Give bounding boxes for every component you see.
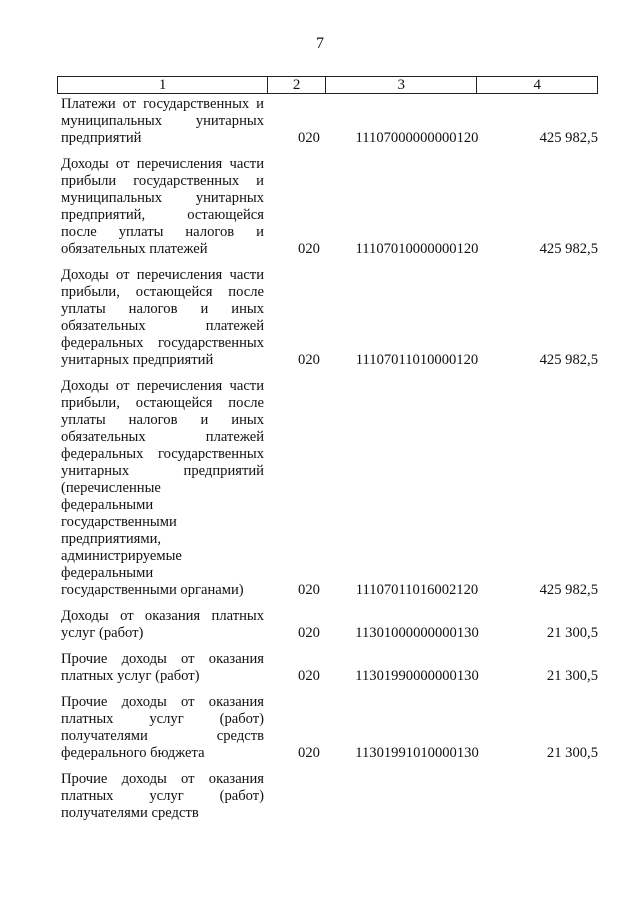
description-line: Доходы от оказания платных [61,608,264,624]
row-code-col3: 11301000000000130 [355,625,479,641]
row-description [61,96,264,147]
row-code-col2: 020 [298,582,320,598]
table-row [61,651,598,685]
table-row [61,96,598,147]
row-code-col3: 11107011016002120 [355,582,479,598]
row-amount: 21 300,5 [546,668,598,684]
description-line: платных услуг (работ) [61,788,264,804]
description-line: федеральными [61,565,154,581]
row-code-col2: 020 [298,352,320,368]
description-line: федеральных государственных [61,335,264,351]
table-row [61,694,598,762]
description-line: администрируемые [61,548,182,564]
description-line: унитарных предприятий [61,463,264,479]
description-line: обязательных платежей [61,241,208,257]
table-header-row [57,76,598,94]
row-amount: 425 982,5 [539,582,598,598]
row-description [61,378,264,599]
description-line: унитарных предприятий [61,352,214,368]
row-description [61,651,264,685]
description-line: предприятий, остающейся [61,207,264,223]
description-line: Доходы от перечисления части [61,267,264,283]
description-line: уплаты налогов и иных [61,301,264,317]
description-line: государственными органами) [61,582,244,598]
row-code-col2: 020 [298,668,320,684]
row-amount: 425 982,5 [539,130,598,146]
row-code-col3: 11107010000000120 [355,241,479,257]
description-line: обязательных платежей [61,318,264,334]
row-amount: 21 300,5 [546,625,598,641]
page-number: 7 [316,35,324,52]
table-row [61,608,598,642]
description-line: федеральными [61,497,154,513]
row-description [61,694,264,762]
row-amount: 425 982,5 [539,241,598,257]
row-code-col3: 11301991010000130 [355,745,479,761]
table-row [61,267,598,369]
description-line: прибыли государственных и [61,173,264,189]
header-cell-col3: 3 [326,77,477,93]
description-line: предприятиями, [61,531,162,547]
row-code-col3: 11107011010000120 [355,352,479,368]
description-line: платных услуг (работ) [61,711,264,727]
description-line: предприятий [61,130,142,146]
description-line: муниципальных унитарных [61,190,264,206]
row-description [61,771,264,822]
description-line: государственными [61,514,177,530]
row-code-col2: 020 [298,130,320,146]
table-row [61,771,598,822]
description-line: федеральных государственных [61,446,264,462]
description-line: получателями средств [61,805,199,821]
description-line: прибыли, остающейся после [61,395,264,411]
description-line: услуг (работ) [61,625,144,641]
row-code-col2: 020 [298,241,320,257]
row-code-col2: 020 [298,625,320,641]
table-body [61,96,598,831]
description-line: получателями средств [61,728,264,744]
header-cell-col1: 1 [58,77,268,93]
description-line: Прочие доходы от оказания [61,651,264,667]
row-code-col2: 020 [298,745,320,761]
description-line: обязательных платежей [61,429,264,445]
description-line: федерального бюджета [61,745,205,761]
description-line: платных услуг (работ) [61,668,200,684]
row-code-col3: 11301990000000130 [355,668,479,684]
header-cell-col2: 2 [268,77,326,93]
row-amount: 425 982,5 [539,352,598,368]
description-line: (перечисленные [61,480,161,496]
description-line: Доходы от перечисления части [61,156,264,172]
table-row [61,156,598,258]
description-line: Доходы от перечисления части [61,378,264,394]
description-line: после уплаты налогов и [61,224,264,240]
description-line: муниципальных унитарных [61,113,264,129]
description-line: уплаты налогов и иных [61,412,264,428]
row-description [61,267,264,369]
header-cell-col4: 4 [533,76,541,93]
row-amount: 21 300,5 [546,745,598,761]
table-row [61,378,598,599]
description-line: прибыли, остающейся после [61,284,264,300]
description-line: Прочие доходы от оказания [61,771,264,787]
description-line: Платежи от государственных и [61,96,264,112]
row-description [61,608,264,642]
description-line: Прочие доходы от оказания [61,694,264,710]
row-code-col3: 11107000000000120 [355,130,479,146]
row-description [61,156,264,258]
